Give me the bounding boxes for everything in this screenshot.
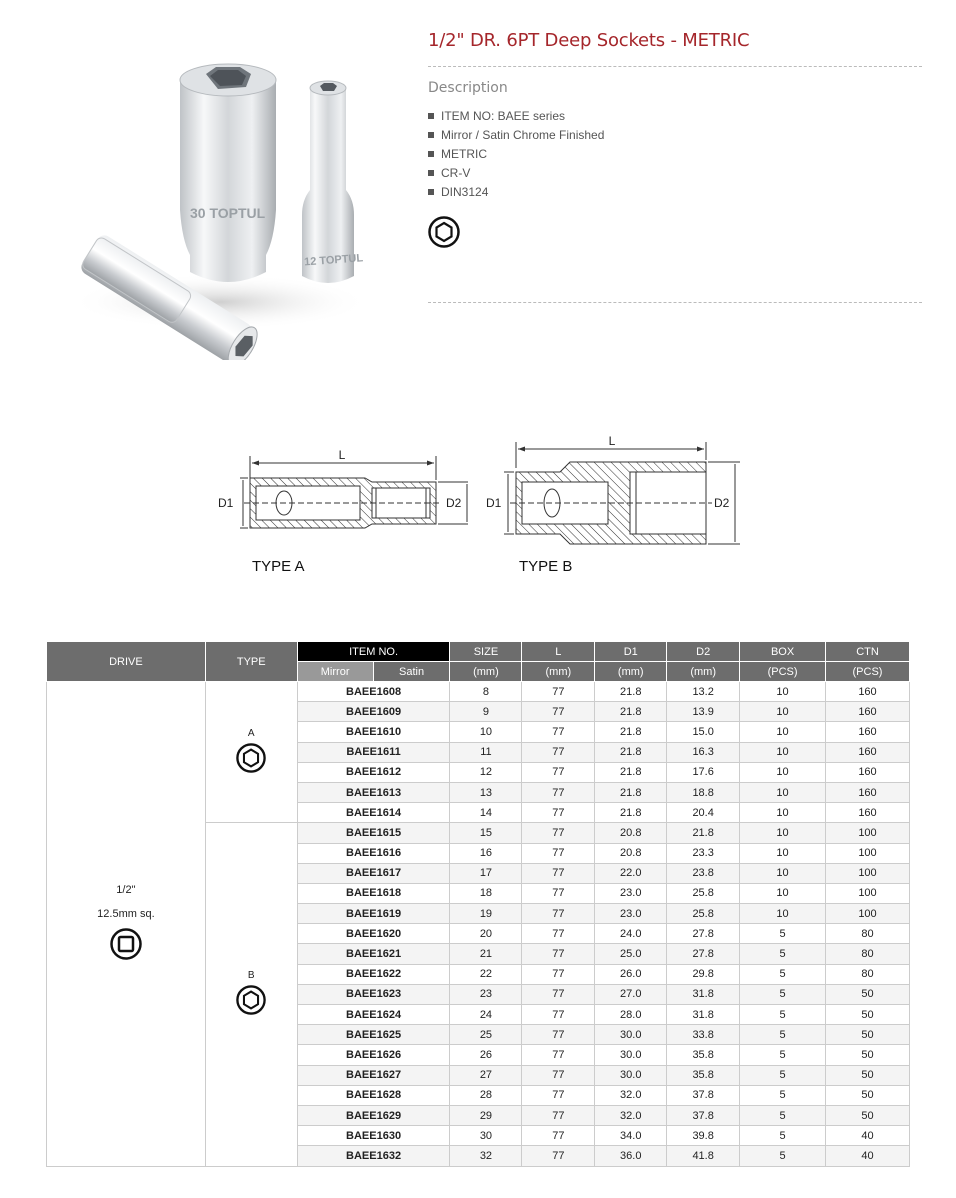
length-cell: 77 bbox=[522, 823, 595, 843]
length-cell: 77 bbox=[522, 1126, 595, 1146]
ctn-cell: 160 bbox=[826, 762, 910, 782]
spec-table bbox=[46, 641, 910, 1167]
d1-cell: 30.0 bbox=[595, 1065, 667, 1085]
dim-label-d1: D1 bbox=[486, 496, 502, 510]
d2-cell: 41.8 bbox=[667, 1146, 740, 1166]
d2-cell: 21.8 bbox=[667, 823, 740, 843]
size-cell: 12 bbox=[450, 762, 522, 782]
drive-metric: 12.5mm sq. bbox=[97, 908, 155, 921]
box-cell: 5 bbox=[740, 984, 826, 1004]
ctn-cell: 160 bbox=[826, 722, 910, 742]
ctn-cell: 50 bbox=[826, 984, 910, 1004]
size-cell: 29 bbox=[450, 1105, 522, 1125]
ctn-cell: 100 bbox=[826, 843, 910, 863]
ctn-cell: 80 bbox=[826, 924, 910, 944]
length-cell: 77 bbox=[522, 1045, 595, 1065]
size-cell: 26 bbox=[450, 1045, 522, 1065]
item-code-cell: BAEE1612 bbox=[297, 762, 450, 782]
ctn-cell: 160 bbox=[826, 782, 910, 802]
ctn-cell: 40 bbox=[826, 1146, 910, 1166]
d1-cell: 30.0 bbox=[595, 1045, 667, 1065]
header-size-unit: (mm) bbox=[450, 662, 522, 682]
length-cell: 77 bbox=[522, 1146, 595, 1166]
svg-text:30 TOPTUL: 30 TOPTUL bbox=[190, 205, 266, 221]
d1-cell: 20.8 bbox=[595, 843, 667, 863]
ctn-cell: 160 bbox=[826, 803, 910, 823]
type-a-label: TYPE A bbox=[252, 558, 305, 575]
length-cell: 77 bbox=[522, 843, 595, 863]
ctn-cell: 80 bbox=[826, 964, 910, 984]
type-a-cell bbox=[205, 682, 297, 823]
header-d1: D1 bbox=[595, 642, 667, 662]
box-cell: 10 bbox=[740, 823, 826, 843]
box-cell: 5 bbox=[740, 1085, 826, 1105]
d1-cell: 28.0 bbox=[595, 1005, 667, 1025]
length-cell: 77 bbox=[522, 984, 595, 1004]
size-cell: 14 bbox=[450, 803, 522, 823]
d2-cell: 35.8 bbox=[667, 1045, 740, 1065]
d2-cell: 18.8 bbox=[667, 782, 740, 802]
header-ctn-unit: (PCS) bbox=[826, 662, 910, 682]
d2-cell: 27.8 bbox=[667, 924, 740, 944]
type-a-drawing bbox=[218, 448, 468, 575]
d1-cell: 23.0 bbox=[595, 883, 667, 903]
item-code-cell: BAEE1620 bbox=[297, 924, 450, 944]
item-code-cell: BAEE1623 bbox=[297, 984, 450, 1004]
item-code-cell: BAEE1608 bbox=[297, 682, 450, 702]
item-code-cell: BAEE1622 bbox=[297, 964, 450, 984]
d2-cell: 25.8 bbox=[667, 883, 740, 903]
ctn-cell: 40 bbox=[826, 1126, 910, 1146]
table-row bbox=[47, 682, 910, 702]
header-box: BOX bbox=[740, 642, 826, 662]
square-drive-icon bbox=[110, 928, 142, 960]
d1-cell: 32.0 bbox=[595, 1105, 667, 1125]
d1-cell: 26.0 bbox=[595, 964, 667, 984]
length-cell: 77 bbox=[522, 924, 595, 944]
d2-cell: 37.8 bbox=[667, 1085, 740, 1105]
box-cell: 10 bbox=[740, 722, 826, 742]
length-cell: 77 bbox=[522, 863, 595, 883]
ctn-cell: 50 bbox=[826, 1105, 910, 1125]
feature-item: METRIC bbox=[428, 148, 604, 167]
header-item-no: ITEM NO. bbox=[297, 642, 450, 662]
d1-cell: 30.0 bbox=[595, 1025, 667, 1045]
product-title: 1/2" DR. 6PT Deep Sockets - METRIC bbox=[428, 30, 750, 51]
type-b-label: TYPE B bbox=[519, 558, 573, 575]
d1-cell: 20.8 bbox=[595, 823, 667, 843]
d1-cell: 23.0 bbox=[595, 904, 667, 924]
header-d1-unit: (mm) bbox=[595, 662, 667, 682]
ctn-cell: 100 bbox=[826, 863, 910, 883]
d2-cell: 29.8 bbox=[667, 964, 740, 984]
hexagon-icon bbox=[236, 985, 266, 1015]
dim-label-l: L bbox=[608, 434, 616, 448]
header-mirror: Mirror bbox=[297, 662, 373, 682]
dimension-diagram bbox=[0, 420, 956, 590]
ctn-cell: 160 bbox=[826, 702, 910, 722]
item-code-cell: BAEE1624 bbox=[297, 1005, 450, 1025]
d1-cell: 34.0 bbox=[595, 1126, 667, 1146]
item-code-cell: BAEE1628 bbox=[297, 1085, 450, 1105]
size-cell: 17 bbox=[450, 863, 522, 883]
header-satin: Satin bbox=[373, 662, 450, 682]
length-cell: 77 bbox=[522, 904, 595, 924]
size-cell: 32 bbox=[450, 1146, 522, 1166]
length-cell: 77 bbox=[522, 1085, 595, 1105]
box-cell: 10 bbox=[740, 904, 826, 924]
item-code-cell: BAEE1611 bbox=[297, 742, 450, 762]
size-cell: 16 bbox=[450, 843, 522, 863]
length-cell: 77 bbox=[522, 803, 595, 823]
length-cell: 77 bbox=[522, 702, 595, 722]
d2-cell: 39.8 bbox=[667, 1126, 740, 1146]
d1-cell: 22.0 bbox=[595, 863, 667, 883]
ctn-cell: 50 bbox=[826, 1045, 910, 1065]
item-code-cell: BAEE1610 bbox=[297, 722, 450, 742]
d2-cell: 25.8 bbox=[667, 904, 740, 924]
feature-item: Mirror / Satin Chrome Finished bbox=[428, 129, 604, 148]
d1-cell: 21.8 bbox=[595, 722, 667, 742]
d2-cell: 20.4 bbox=[667, 803, 740, 823]
d1-cell: 32.0 bbox=[595, 1085, 667, 1105]
size-cell: 15 bbox=[450, 823, 522, 843]
length-cell: 77 bbox=[522, 964, 595, 984]
box-cell: 5 bbox=[740, 1146, 826, 1166]
d2-cell: 13.2 bbox=[667, 682, 740, 702]
size-cell: 30 bbox=[450, 1126, 522, 1146]
item-code-cell: BAEE1613 bbox=[297, 782, 450, 802]
item-code-cell: BAEE1617 bbox=[297, 863, 450, 883]
ctn-cell: 160 bbox=[826, 682, 910, 702]
item-code-cell: BAEE1619 bbox=[297, 904, 450, 924]
box-cell: 10 bbox=[740, 803, 826, 823]
d2-cell: 33.8 bbox=[667, 1025, 740, 1045]
feature-item: ITEM NO: BAEE series bbox=[428, 110, 604, 129]
header-drive: DRIVE bbox=[47, 642, 206, 682]
ctn-cell: 50 bbox=[826, 1085, 910, 1105]
feature-item: DIN3124 bbox=[428, 186, 604, 205]
header-l-unit: (mm) bbox=[522, 662, 595, 682]
length-cell: 77 bbox=[522, 944, 595, 964]
size-cell: 13 bbox=[450, 782, 522, 802]
box-cell: 10 bbox=[740, 682, 826, 702]
box-cell: 5 bbox=[740, 944, 826, 964]
description-heading: Description bbox=[428, 80, 508, 96]
size-cell: 23 bbox=[450, 984, 522, 1004]
box-cell: 5 bbox=[740, 1105, 826, 1125]
ctn-cell: 100 bbox=[826, 883, 910, 903]
size-cell: 22 bbox=[450, 964, 522, 984]
header-d2-unit: (mm) bbox=[667, 662, 740, 682]
length-cell: 77 bbox=[522, 1005, 595, 1025]
length-cell: 77 bbox=[522, 782, 595, 802]
d1-cell: 21.8 bbox=[595, 803, 667, 823]
size-cell: 19 bbox=[450, 904, 522, 924]
d1-cell: 25.0 bbox=[595, 944, 667, 964]
size-cell: 9 bbox=[450, 702, 522, 722]
dim-label-d2: D2 bbox=[446, 496, 462, 510]
type-b-drawing bbox=[486, 434, 740, 575]
title-divider bbox=[428, 66, 922, 67]
box-cell: 10 bbox=[740, 863, 826, 883]
d2-cell: 15.0 bbox=[667, 722, 740, 742]
length-cell: 77 bbox=[522, 883, 595, 903]
type-b-cell bbox=[205, 823, 297, 1166]
type-label: B bbox=[247, 970, 255, 982]
item-code-cell: BAEE1621 bbox=[297, 944, 450, 964]
size-cell: 27 bbox=[450, 1065, 522, 1085]
hexagon-icon bbox=[428, 216, 460, 248]
header-type: TYPE bbox=[205, 642, 297, 682]
d2-cell: 27.8 bbox=[667, 944, 740, 964]
size-cell: 20 bbox=[450, 924, 522, 944]
drive-cell bbox=[47, 682, 206, 1167]
length-cell: 77 bbox=[522, 1105, 595, 1125]
d2-cell: 35.8 bbox=[667, 1065, 740, 1085]
d1-cell: 36.0 bbox=[595, 1146, 667, 1166]
product-photo bbox=[40, 40, 380, 360]
ctn-cell: 100 bbox=[826, 904, 910, 924]
length-cell: 77 bbox=[522, 762, 595, 782]
box-cell: 10 bbox=[740, 843, 826, 863]
box-cell: 5 bbox=[740, 1025, 826, 1045]
item-code-cell: BAEE1618 bbox=[297, 883, 450, 903]
dim-label-d2: D2 bbox=[714, 496, 730, 510]
d2-cell: 16.3 bbox=[667, 742, 740, 762]
d2-cell: 37.8 bbox=[667, 1105, 740, 1125]
length-cell: 77 bbox=[522, 1025, 595, 1045]
d2-cell: 31.8 bbox=[667, 984, 740, 1004]
d1-cell: 24.0 bbox=[595, 924, 667, 944]
d1-cell: 21.8 bbox=[595, 682, 667, 702]
header-box-unit: (PCS) bbox=[740, 662, 826, 682]
item-code-cell: BAEE1627 bbox=[297, 1065, 450, 1085]
d2-cell: 23.8 bbox=[667, 863, 740, 883]
size-cell: 28 bbox=[450, 1085, 522, 1105]
d2-cell: 31.8 bbox=[667, 1005, 740, 1025]
box-cell: 10 bbox=[740, 762, 826, 782]
box-cell: 5 bbox=[740, 1065, 826, 1085]
box-cell: 5 bbox=[740, 924, 826, 944]
box-cell: 10 bbox=[740, 742, 826, 762]
type-label: A bbox=[247, 728, 255, 740]
drive-size: 1/2" bbox=[116, 884, 136, 897]
size-cell: 25 bbox=[450, 1025, 522, 1045]
length-cell: 77 bbox=[522, 1065, 595, 1085]
box-cell: 5 bbox=[740, 1126, 826, 1146]
ctn-cell: 160 bbox=[826, 742, 910, 762]
box-cell: 5 bbox=[740, 1045, 826, 1065]
ctn-cell: 50 bbox=[826, 1065, 910, 1085]
item-code-cell: BAEE1614 bbox=[297, 803, 450, 823]
dim-label-l: L bbox=[338, 448, 346, 462]
size-cell: 11 bbox=[450, 742, 522, 762]
dim-label-d1: D1 bbox=[218, 496, 234, 510]
d2-cell: 13.9 bbox=[667, 702, 740, 722]
d2-cell: 17.6 bbox=[667, 762, 740, 782]
item-code-cell: BAEE1630 bbox=[297, 1126, 450, 1146]
d1-cell: 21.8 bbox=[595, 702, 667, 722]
d1-cell: 27.0 bbox=[595, 984, 667, 1004]
svg-text:12 TOPTUL: 12 TOPTUL bbox=[303, 252, 364, 269]
length-cell: 77 bbox=[522, 722, 595, 742]
item-code-cell: BAEE1626 bbox=[297, 1045, 450, 1065]
size-cell: 18 bbox=[450, 883, 522, 903]
ctn-cell: 50 bbox=[826, 1005, 910, 1025]
ctn-cell: 50 bbox=[826, 1025, 910, 1045]
d1-cell: 21.8 bbox=[595, 782, 667, 802]
size-cell: 24 bbox=[450, 1005, 522, 1025]
d1-cell: 21.8 bbox=[595, 762, 667, 782]
item-code-cell: BAEE1632 bbox=[297, 1146, 450, 1166]
item-code-cell: BAEE1625 bbox=[297, 1025, 450, 1045]
item-code-cell: BAEE1615 bbox=[297, 823, 450, 843]
box-cell: 10 bbox=[740, 883, 826, 903]
item-code-cell: BAEE1629 bbox=[297, 1105, 450, 1125]
length-cell: 77 bbox=[522, 742, 595, 762]
size-cell: 21 bbox=[450, 944, 522, 964]
header-l: L bbox=[522, 642, 595, 662]
header-d2: D2 bbox=[667, 642, 740, 662]
header-ctn: CTN bbox=[826, 642, 910, 662]
hexagon-icon bbox=[236, 743, 266, 773]
ctn-cell: 100 bbox=[826, 823, 910, 843]
length-cell: 77 bbox=[522, 682, 595, 702]
size-cell: 10 bbox=[450, 722, 522, 742]
item-code-cell: BAEE1609 bbox=[297, 702, 450, 722]
size-cell: 8 bbox=[450, 682, 522, 702]
feature-item: CR-V bbox=[428, 167, 604, 186]
ctn-cell: 80 bbox=[826, 944, 910, 964]
d2-cell: 23.3 bbox=[667, 843, 740, 863]
d1-cell: 21.8 bbox=[595, 742, 667, 762]
box-cell: 10 bbox=[740, 782, 826, 802]
box-cell: 5 bbox=[740, 1005, 826, 1025]
box-cell: 10 bbox=[740, 702, 826, 722]
box-cell: 5 bbox=[740, 964, 826, 984]
feature-list bbox=[428, 110, 604, 205]
item-code-cell: BAEE1616 bbox=[297, 843, 450, 863]
header-size: SIZE bbox=[450, 642, 522, 662]
description-divider bbox=[428, 302, 922, 303]
